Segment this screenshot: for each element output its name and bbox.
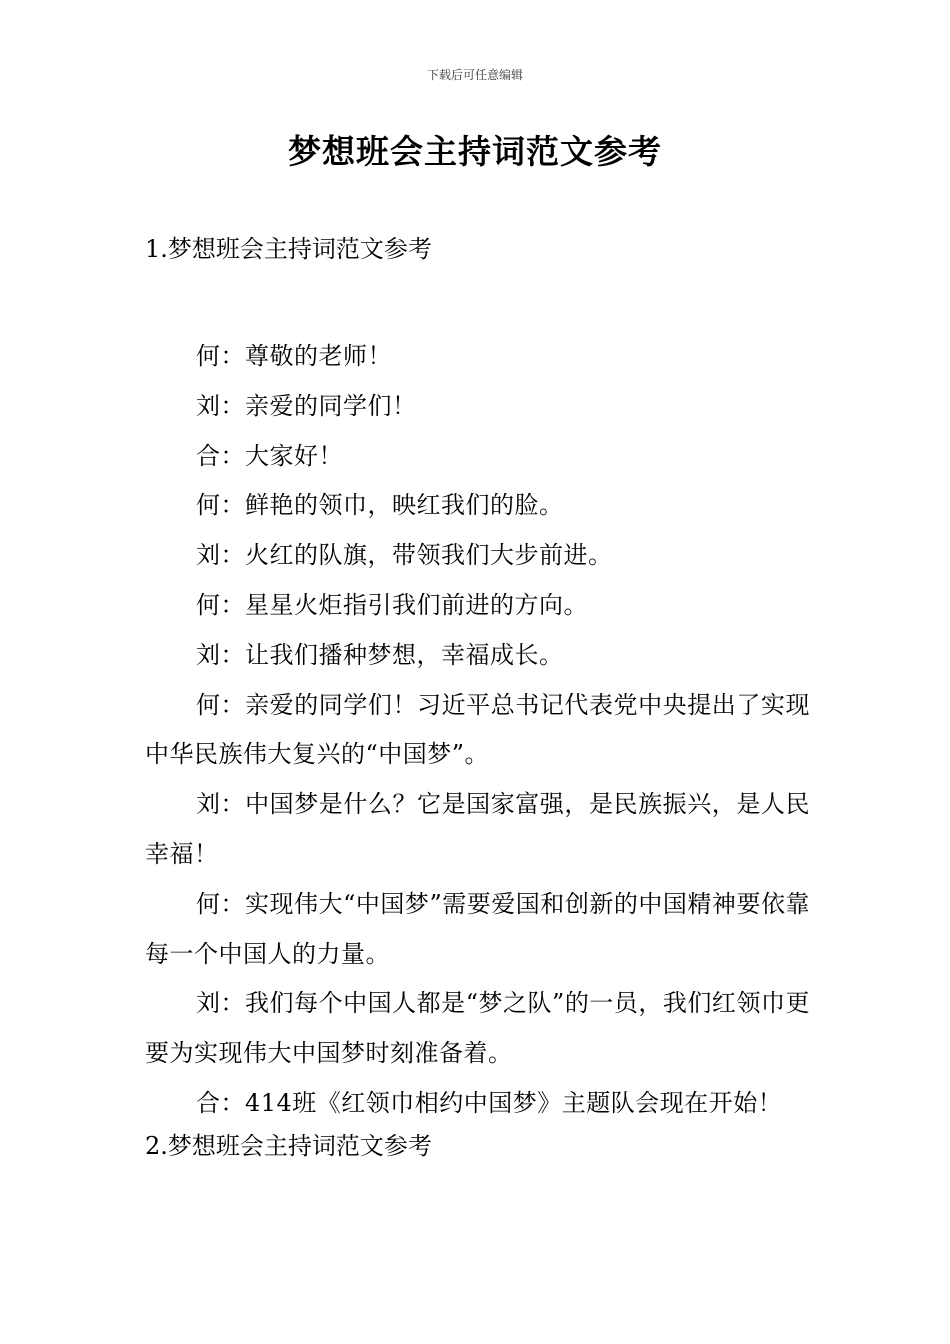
script-body xyxy=(145,332,810,1129)
dialogue-line: 刘：火红的队旗，带领我们大步前进。 xyxy=(196,541,613,570)
dialogue-line: 刘：亲爱的同学们！ xyxy=(196,391,417,420)
section-heading-2: 2.梦想班会主持词范文参考 xyxy=(145,1132,432,1160)
dialogue-line: 何：亲爱的同学们！习近平总书记代表党中央提出了实现中华民族伟大复兴的“中国梦”。 xyxy=(145,690,810,769)
dialogue-line: 何：尊敬的老师！ xyxy=(196,342,392,370)
header-note: 下载后可任意编辑 xyxy=(426,68,523,82)
document-title: 梦想班会主持词范文参考 xyxy=(288,132,662,171)
dialogue-line: 刘：让我们播种梦想，幸福成长。 xyxy=(196,640,564,669)
dialogue-line: 合：414班《红领巾相约中国梦》主题队会现在开始！ xyxy=(196,1088,783,1117)
dialogue-line: 何：星星火炬指引我们前进的方向。 xyxy=(196,590,588,619)
dialogue-line: 刘：中国梦是什么？它是国家富强，是民族振兴，是人民幸福！ xyxy=(145,790,810,868)
dialogue-line: 何：实现伟大“中国梦”需要爱国和创新的中国精神要依靠每一个中国人的力量。 xyxy=(145,889,810,968)
section-heading-1: 1.梦想班会主持词范文参考 xyxy=(145,235,432,263)
dialogue-line: 合：大家好！ xyxy=(196,441,343,470)
dialogue-line: 刘：我们每个中国人都是“梦之队”的一员，我们红领巾更要为实现伟大中国梦时刻准备着。 xyxy=(145,989,810,1068)
dialogue-line: 何：鲜艳的领巾，映红我们的脸。 xyxy=(196,491,564,520)
